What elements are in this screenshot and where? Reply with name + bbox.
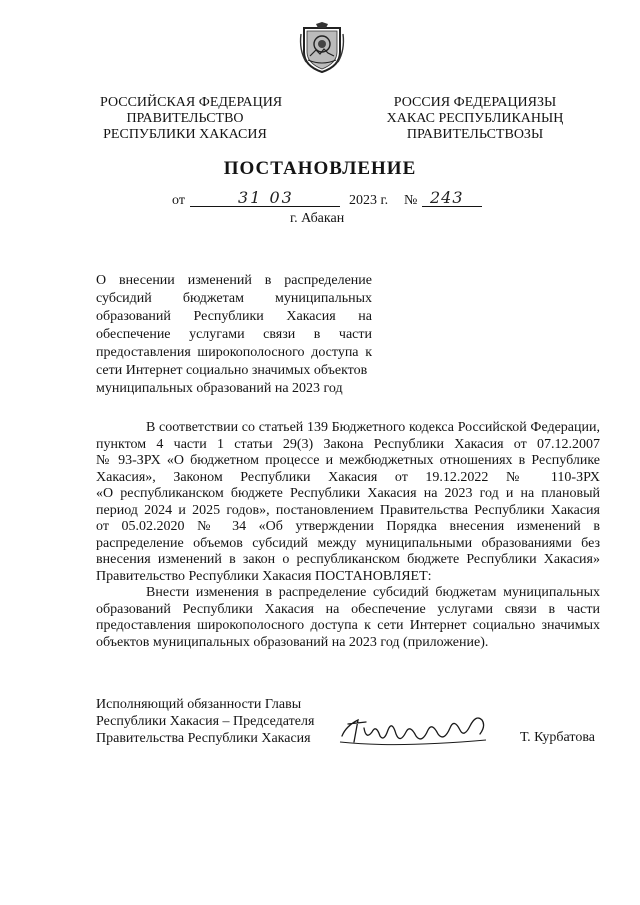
- subject-line: предоставления широкополосного доступа к: [96, 345, 372, 360]
- header-left-line: РЕСПУБЛИКИ ХАКАСИЯ: [103, 127, 267, 142]
- handwritten-number: 243: [430, 188, 464, 207]
- signer-position: [96, 696, 314, 747]
- body-line: «О республиканском бюджете Республики Хакасия на 2023 год и на плановый: [96, 486, 600, 501]
- body-line: период 2024 и 2025 годов», постановлением Правительства Республики Хакасия: [96, 502, 600, 518]
- body-line: № 93-ЗРХ «О бюджетном процессе и межбюджетных отношениях в Республике: [96, 453, 600, 468]
- handwritten-date: 31 03: [238, 188, 294, 207]
- subject-line: О внесении изменений в распределение: [96, 273, 372, 288]
- header-left-block: [100, 95, 283, 143]
- body-line: внесения изменений в закон о республиканском бюджете Республики Хакасия»: [96, 552, 600, 567]
- body-line: Внести изменения в распределение субсидий бюджетам муниципальных: [146, 585, 600, 600]
- body-line: пунктом 4 части 1 статьи 29(3) Закона Республики Хакасия от 07.12.2007: [96, 436, 600, 452]
- header-left-line: РОССИЙСКАЯ ФЕДЕРАЦИЯ: [100, 95, 283, 110]
- body-line: В соответствии со статьей 139 Бюджетного кодекса Российской Федерации,: [146, 420, 600, 435]
- city-label: г. Абакан: [290, 211, 345, 226]
- body-line: Хакасия», Законом Республики Хакасия от 19.12.2022 № 110-ЗРХ: [96, 469, 600, 485]
- subject-line: обеспечение услугами связи в части: [96, 327, 372, 342]
- signer-position-line: Правительства Республики Хакасия: [96, 731, 311, 746]
- body-line: объектов муниципальных образований на 2023 год (приложение).: [96, 634, 489, 650]
- subject-line: образований Республики Хакасия на: [96, 309, 372, 324]
- handwritten-signature-icon: [336, 706, 496, 750]
- subject-line: сети Интернет социально значимых объектов: [96, 363, 368, 378]
- header-right-line: ХАКАС РЕСПУБЛИКАНЫҢ: [386, 111, 564, 126]
- body-line: образований Республики Хакасия на обеспечение услугами связи в части: [96, 601, 600, 617]
- header-right-line: РОССИЯ ФЕДЕРАЦИЯЗЫ: [393, 95, 557, 110]
- signer-position-line: Республики Хакасия – Председателя: [96, 714, 315, 729]
- header-right-line: ПРАВИТЕЛЬСТВОЗЫ: [406, 127, 544, 142]
- body-line: Правительство Республики Хакасия ПОСТАНОВЛЯЕТ:: [96, 568, 432, 584]
- number-sign: №: [404, 193, 418, 208]
- header-left-line: ПРАВИТЕЛЬСТВО: [126, 111, 244, 126]
- header-right-block: [380, 95, 570, 143]
- body-line: предоставления широкополосного доступа к сети Интернет социально значимых: [96, 618, 600, 633]
- subject-line: субсидий бюджетам муниципальных: [96, 291, 372, 306]
- subject-line: муниципальных образований на 2023 год: [96, 381, 343, 396]
- coat-of-arms-emblem-icon: [298, 22, 346, 74]
- document-subject: [96, 272, 372, 398]
- date-prefix: от: [172, 193, 185, 208]
- body-line: распределение объемов субсидий между муниципальными образованиями без: [96, 535, 600, 551]
- document-title: ПОСТАНОВЛЕНИЕ: [223, 158, 417, 179]
- body-line: от 05.02.2020 № 34 «Об утверждении Порядка внесения изменений в: [96, 519, 600, 534]
- document-body: [96, 420, 600, 651]
- signer-position-line: Исполняющий обязанности Главы: [96, 697, 302, 712]
- signer-name: Т. Курбатова: [520, 730, 595, 745]
- date-year: 2023 г.: [349, 193, 389, 208]
